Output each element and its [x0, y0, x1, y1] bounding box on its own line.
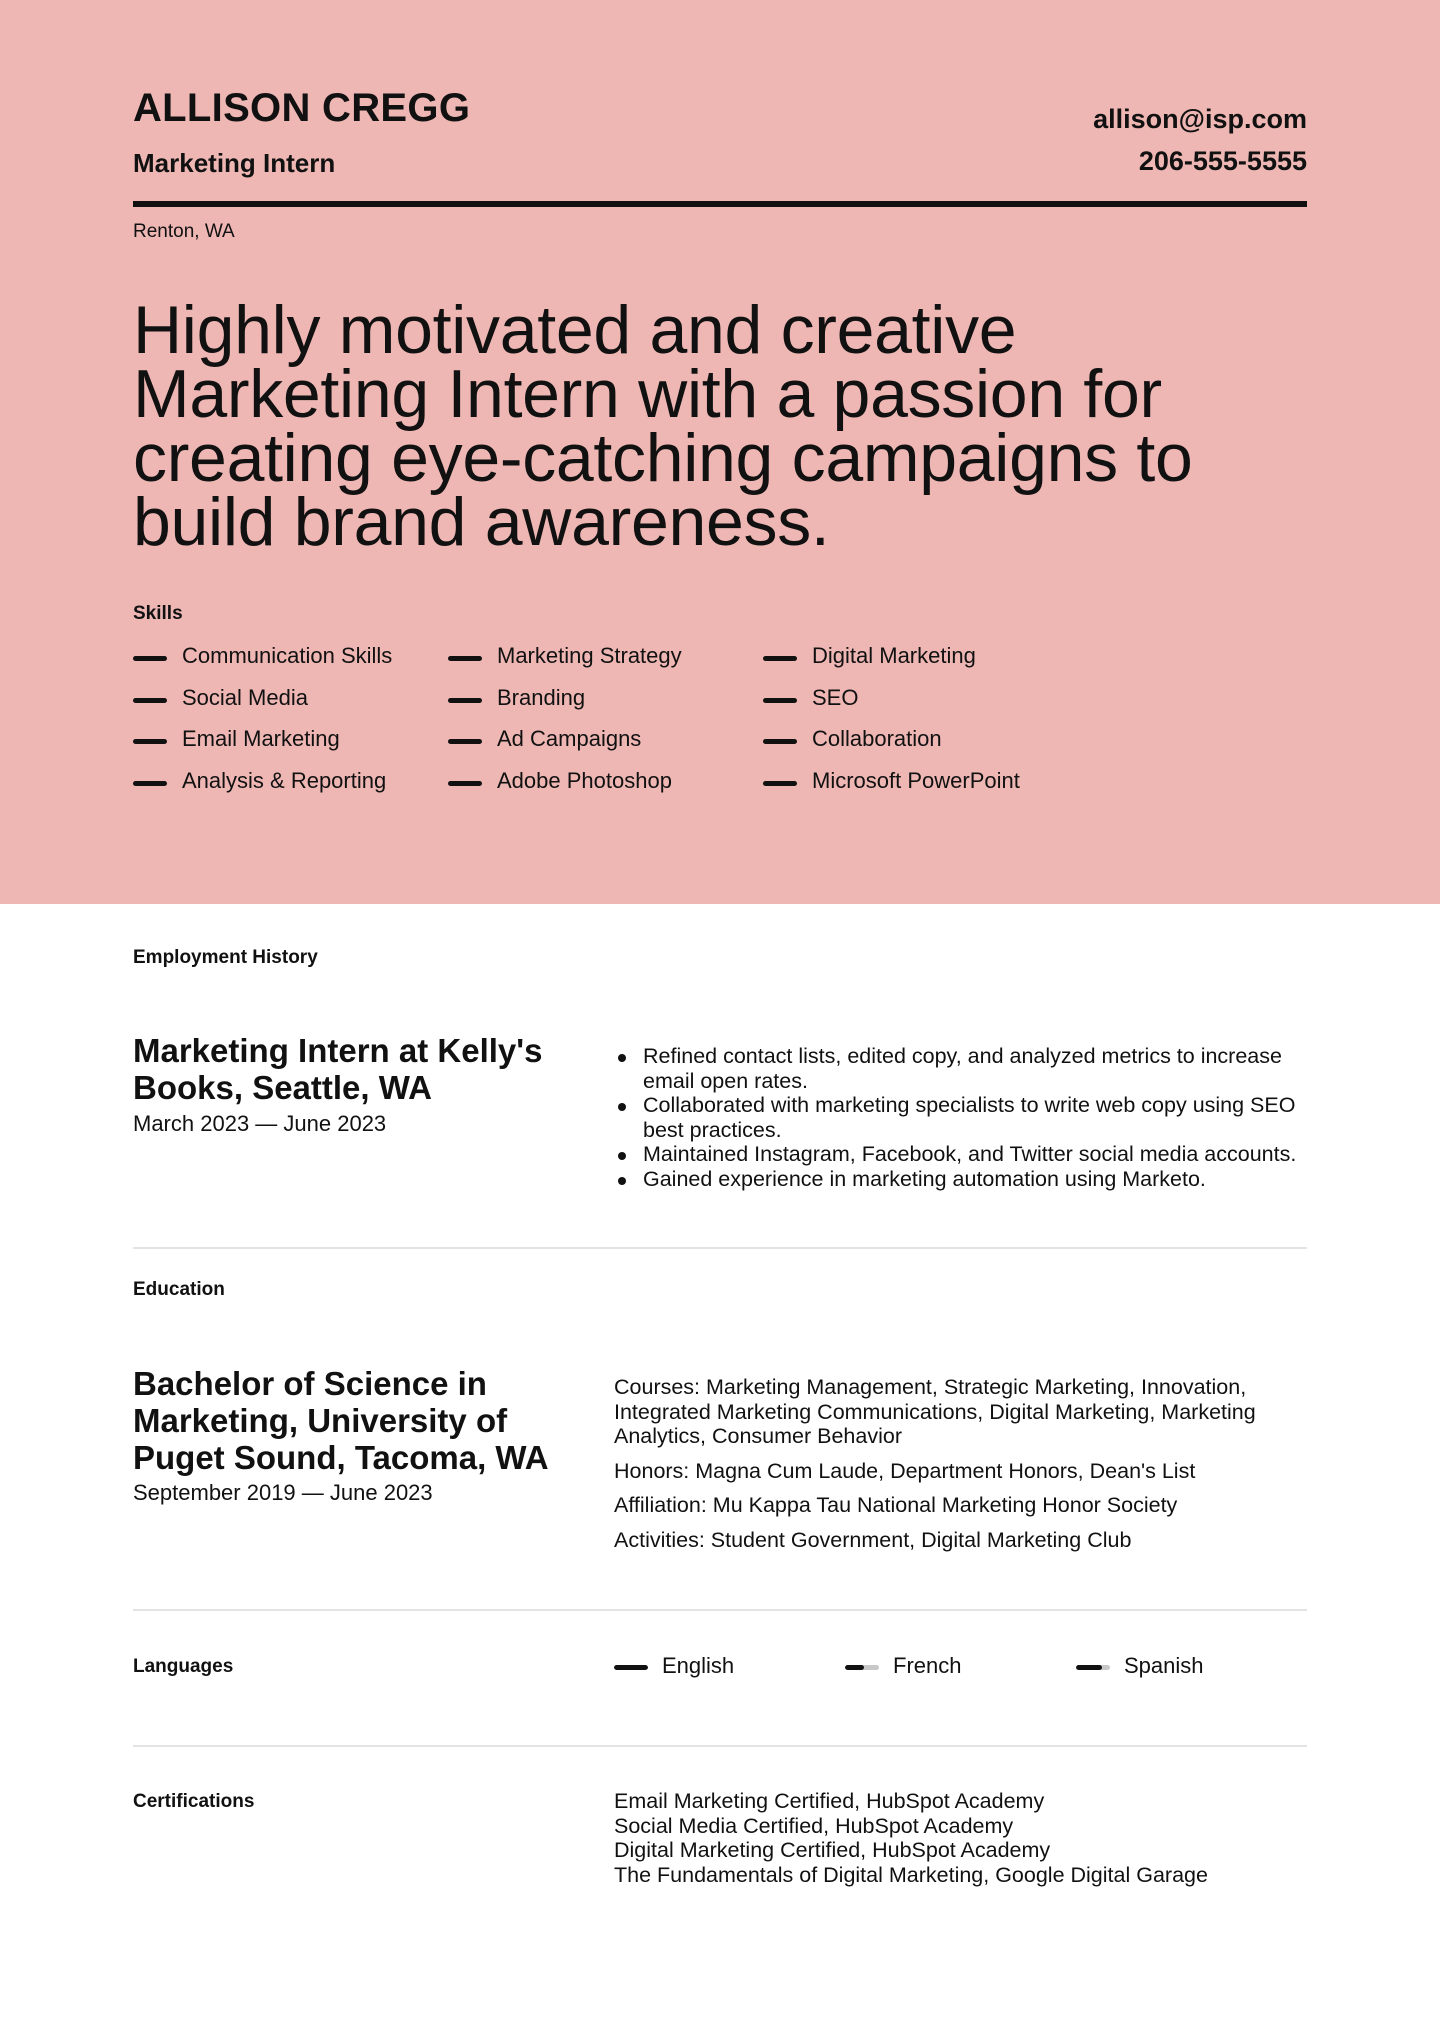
list-item: Collaborated with marketing specialists to write web copy using SEO best practices. [614, 1093, 1314, 1142]
list-item: Maintained Instagram, Facebook, and Twitter social media accounts. [614, 1142, 1314, 1167]
skill-item: Analysis & Reporting [133, 761, 433, 803]
section-divider [133, 1609, 1307, 1611]
employment-title: Marketing Intern at Kelly's Books, Seattle, WA [133, 1032, 543, 1106]
job-title: Marketing Intern [133, 148, 336, 178]
skill-item: Digital Marketing [763, 636, 1063, 678]
language-level-bar [614, 1665, 648, 1670]
education-heading: Education [133, 1279, 225, 1300]
dash-icon [448, 781, 482, 786]
profile-summary: Highly motivated and creative Marketing Intern with a passion for creating eye-catching campaigns to build brand awareness. [133, 292, 1193, 560]
dash-icon [763, 698, 797, 703]
education-courses: Courses: Marketing Management, Strategic Marketing, Innovation, Integrated Marketing Communications, Digital Marketing, Marketing Analytics, Consumer Behavior [614, 1375, 1256, 1448]
skills-column [133, 636, 433, 802]
email-link[interactable]: allison@isp.com [1093, 104, 1307, 134]
dash-icon [763, 739, 797, 744]
language-item: English [614, 1651, 734, 1681]
employment-dates: March 2023 — June 2023 [133, 1111, 387, 1136]
employment-bullets [614, 1044, 1314, 1191]
header-divider [133, 201, 1307, 207]
language-level-bar [845, 1665, 879, 1670]
languages-heading: Languages [133, 1656, 234, 1677]
dash-icon [133, 656, 167, 661]
skill-item: Communication Skills [133, 636, 433, 678]
contact-block [1093, 98, 1307, 182]
language-level-fill [845, 1665, 864, 1670]
candidate-name: ALLISON CREGG [133, 86, 471, 130]
dash-icon [133, 781, 167, 786]
dash-icon [448, 739, 482, 744]
dash-icon [133, 739, 167, 744]
skill-item: Adobe Photoshop [448, 761, 748, 803]
skill-item: SEO [763, 678, 1063, 720]
language-item: French [845, 1651, 961, 1681]
list-item: Gained experience in marketing automation using Marketo. [614, 1167, 1314, 1192]
dash-icon [133, 698, 167, 703]
education-details [614, 1375, 1314, 1562]
skill-item: Microsoft PowerPoint [763, 761, 1063, 803]
language-level-fill [614, 1665, 648, 1670]
dash-icon [763, 781, 797, 786]
section-divider [133, 1745, 1307, 1747]
section-divider [133, 1247, 1307, 1249]
education-dates: September 2019 — June 2023 [133, 1480, 433, 1505]
certifications-heading: Certifications [133, 1791, 255, 1812]
education-activities: Activities: Student Government, Digital Marketing Club [614, 1527, 1132, 1552]
certification-item: Digital Marketing Certified, HubSpot Academy [614, 1838, 1051, 1862]
skills-column [763, 636, 1063, 802]
skills-column [448, 636, 748, 802]
dash-icon [763, 656, 797, 661]
language-item: Spanish [1076, 1651, 1204, 1681]
certifications-list [614, 1789, 1314, 1887]
skill-item: Marketing Strategy [448, 636, 748, 678]
language-level-bar [1076, 1665, 1110, 1670]
skill-item: Social Media [133, 678, 433, 720]
education-affiliation: Affiliation: Mu Kappa Tau National Marketing Honor Society [614, 1493, 1178, 1517]
employment-heading: Employment History [133, 947, 318, 968]
education-title: Bachelor of Science in Marketing, University of Puget Sound, Tacoma, WA [133, 1365, 549, 1476]
skill-item: Ad Campaigns [448, 719, 748, 761]
skills-heading: Skills [133, 603, 183, 624]
list-item: Refined contact lists, edited copy, and analyzed metrics to increase email open rates. [614, 1044, 1314, 1093]
skill-item: Branding [448, 678, 748, 720]
certification-item: Social Media Certified, HubSpot Academy [614, 1813, 1014, 1838]
certification-item: The Fundamentals of Digital Marketing, Google Digital Garage [614, 1862, 1208, 1887]
skill-item: Email Marketing [133, 719, 433, 761]
language-level-fill [1076, 1665, 1102, 1670]
skill-item: Collaboration [763, 719, 1063, 761]
certification-item: Email Marketing Certified, HubSpot Academy [614, 1789, 1045, 1813]
dash-icon [448, 656, 482, 661]
phone-number: 206-555-5555 [1138, 146, 1307, 176]
dash-icon [448, 698, 482, 703]
location: Renton, WA [133, 221, 235, 242]
languages-list [614, 1651, 1314, 1681]
education-honors: Honors: Magna Cum Laude, Department Honors, Dean's List [614, 1458, 1196, 1483]
